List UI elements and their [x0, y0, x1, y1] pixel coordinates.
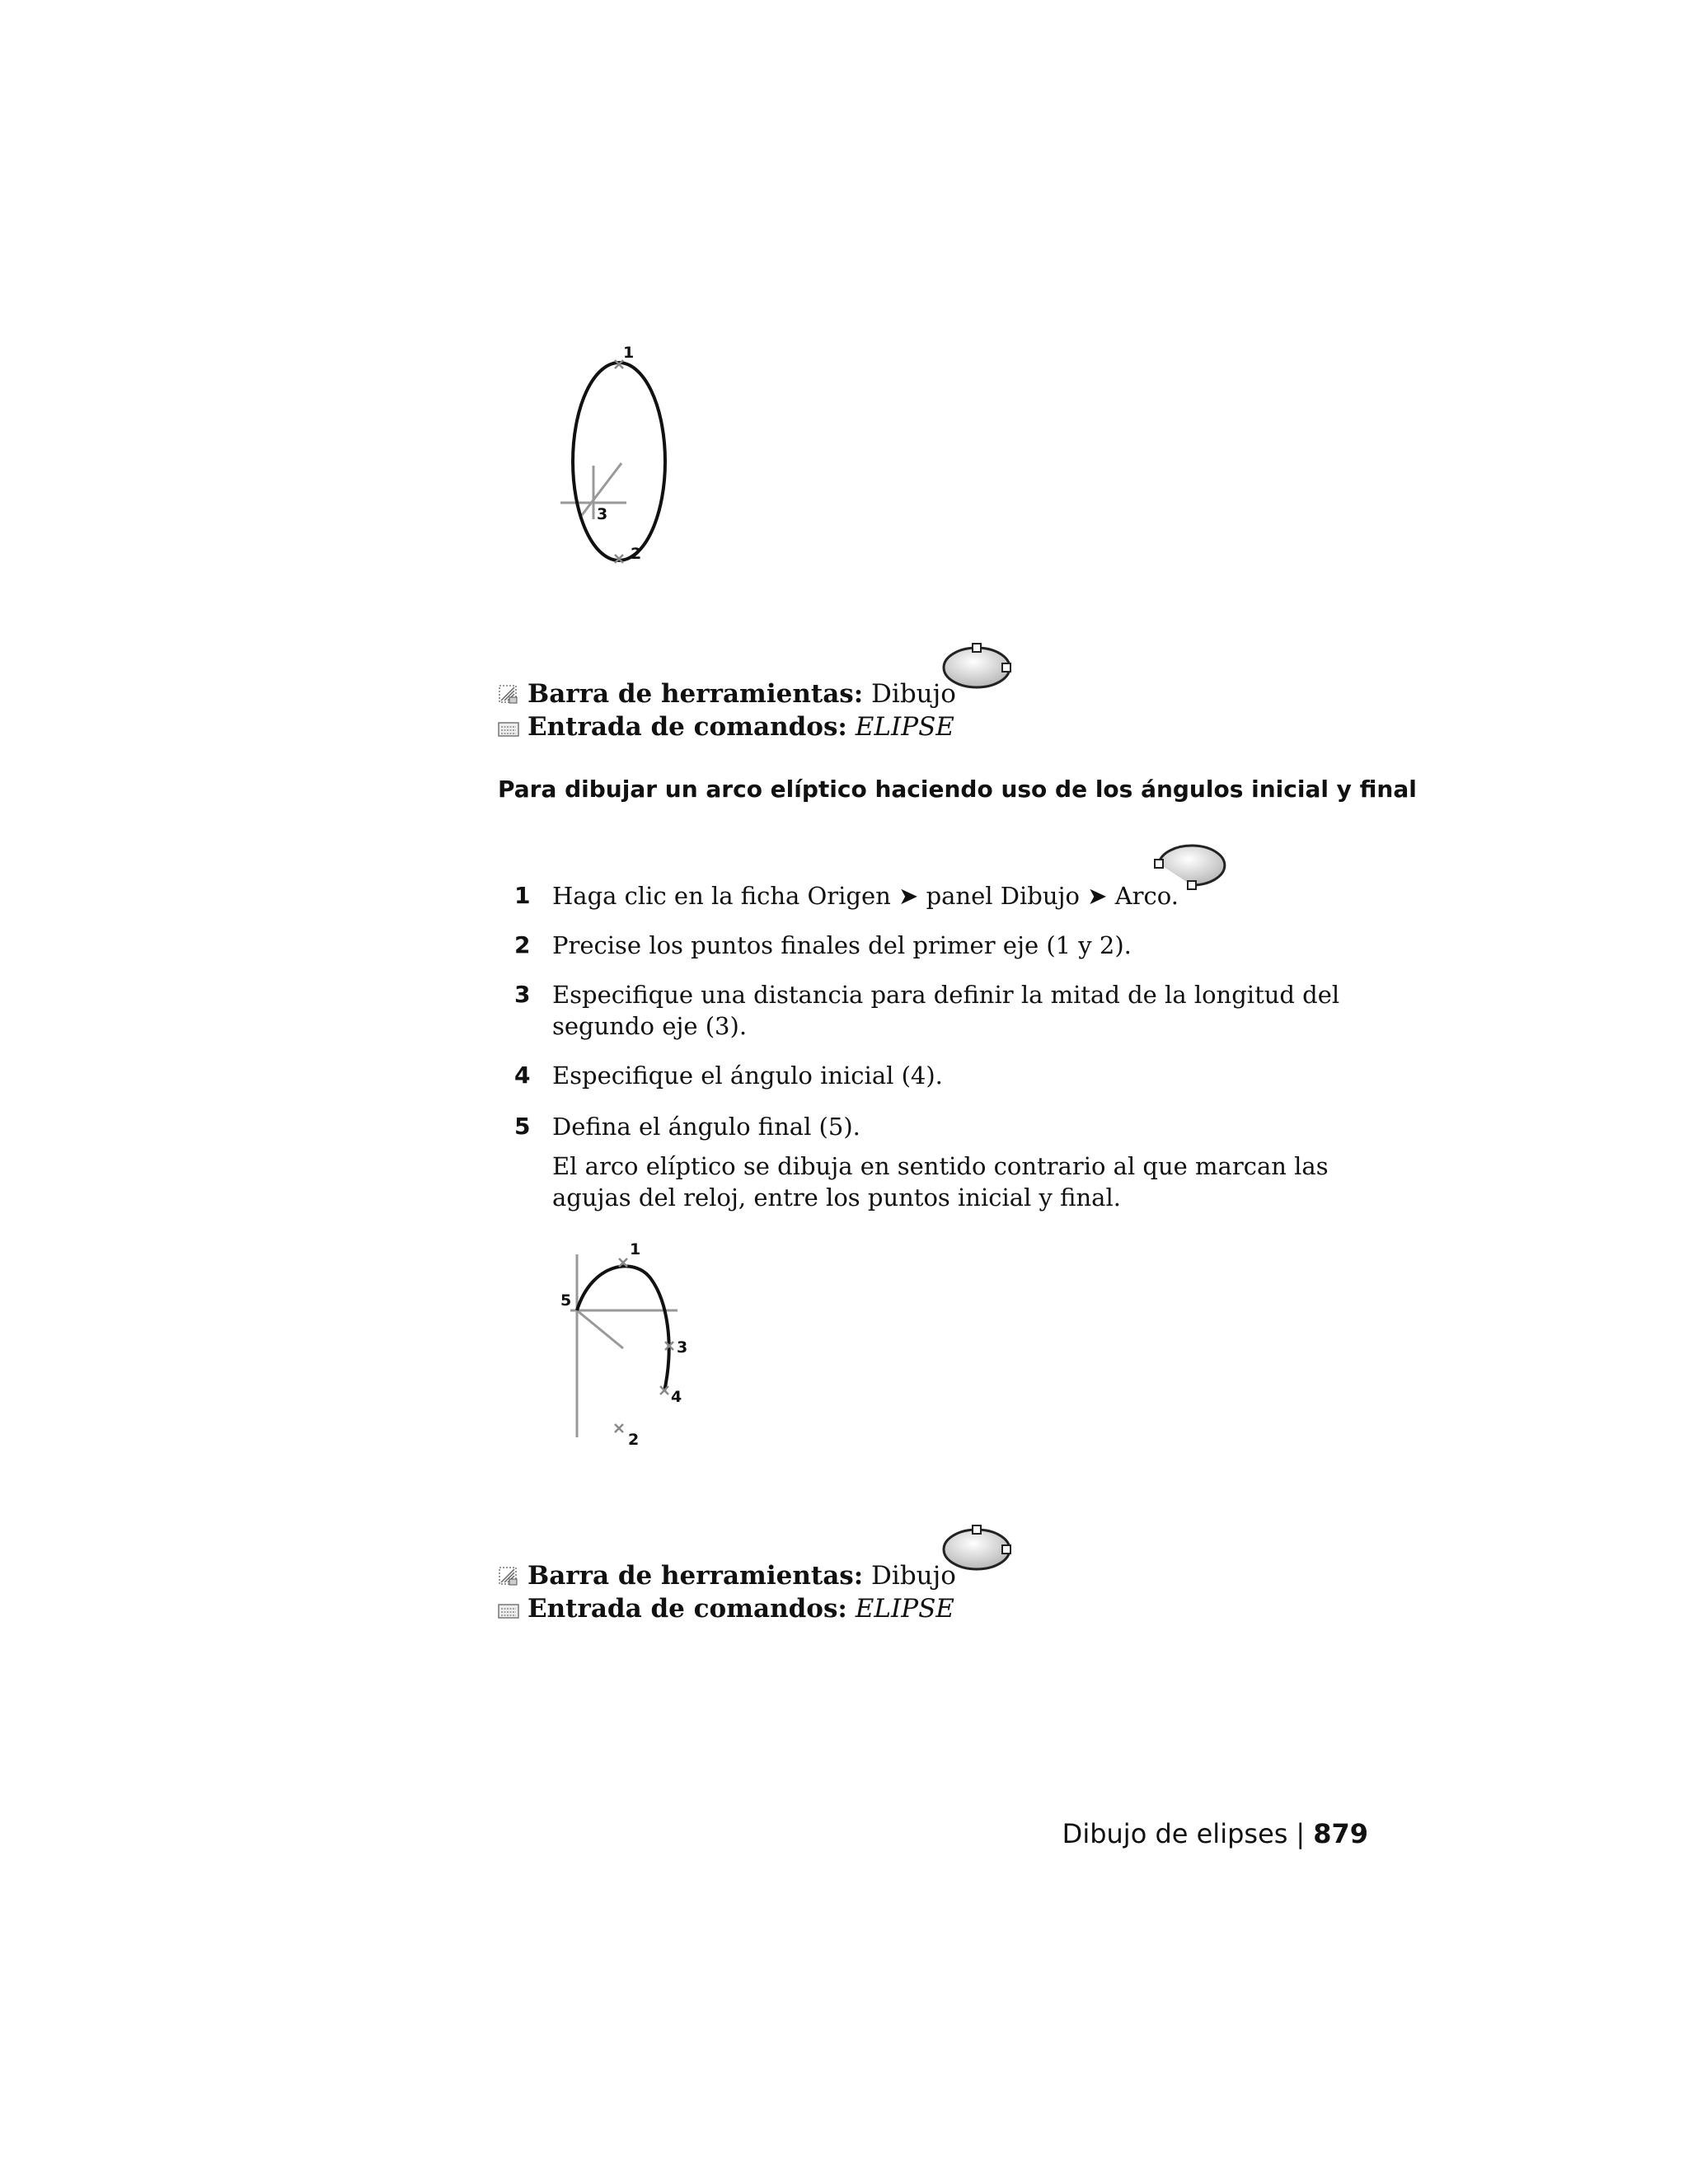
step-number: 1 — [514, 882, 531, 909]
ellipse-label-1: 1 — [623, 346, 635, 362]
toolbar-line — [498, 677, 956, 710]
step-number: 5 — [514, 1113, 531, 1140]
command-label: Entrada de comandos: — [528, 712, 847, 742]
step-number: 3 — [514, 981, 531, 1008]
command-value: ELIPSE — [855, 712, 954, 742]
step-text: Especifique el ángulo inicial (4). — [552, 1062, 943, 1090]
toolbar-icon — [498, 684, 519, 705]
arc-label-5: 5 — [560, 1291, 572, 1310]
ellipse-label-2: 2 — [631, 545, 642, 563]
footer-separator: | — [1296, 1818, 1306, 1849]
command-value: ELIPSE — [855, 1594, 954, 1624]
section-heading: Para dibujar un arco elíptico haciendo uso de los ángulos inicial y final — [498, 776, 1417, 803]
toolbar-line — [498, 1559, 956, 1592]
keyboard-icon — [498, 1602, 519, 1620]
command-line — [498, 1592, 954, 1625]
ellipse-label-3: 3 — [597, 505, 608, 523]
command-label: Entrada de comandos: — [528, 1594, 847, 1624]
arc-label-1: 1 — [630, 1240, 641, 1258]
toolbar-label: Barra de herramientas: — [528, 1561, 864, 1591]
arc-label-3: 3 — [677, 1338, 688, 1357]
step-text: Haga clic en la ficha Origen ➤ panel Dibujo ➤ Arco. — [552, 882, 1179, 910]
elliptical-arc-figure — [552, 1238, 709, 1469]
step-number: 4 — [514, 1062, 531, 1089]
ellipse-axis-figure — [552, 346, 684, 577]
toolbar-icon — [498, 1566, 519, 1587]
page-number: 879 — [1313, 1818, 1368, 1849]
toolbar-label: Barra de herramientas: — [528, 679, 864, 709]
toolbar-value: Dibujo — [871, 1561, 956, 1591]
step-text: Precise los puntos finales del primer eje (1 y 2). — [552, 931, 1132, 959]
command-line — [498, 710, 954, 743]
toolbar-value: Dibujo — [871, 679, 956, 709]
page-footer — [1062, 1817, 1368, 1850]
footer-section-title: Dibujo de elipses — [1062, 1818, 1288, 1849]
step-text: Defina el ángulo final (5). — [552, 1113, 860, 1141]
step-text: Especifique una distancia para definir la mitad de la longitud del segundo eje (3). — [552, 981, 1340, 1040]
step-number: 2 — [514, 931, 531, 958]
keyboard-icon — [498, 720, 519, 738]
arc-label-4: 4 — [671, 1388, 682, 1406]
step-5-note: El arco elíptico se dibuja en sentido contrario al que marcan las agujas del reloj, entre los puntos inicial y final. — [552, 1152, 1329, 1212]
arc-label-2: 2 — [628, 1431, 640, 1449]
